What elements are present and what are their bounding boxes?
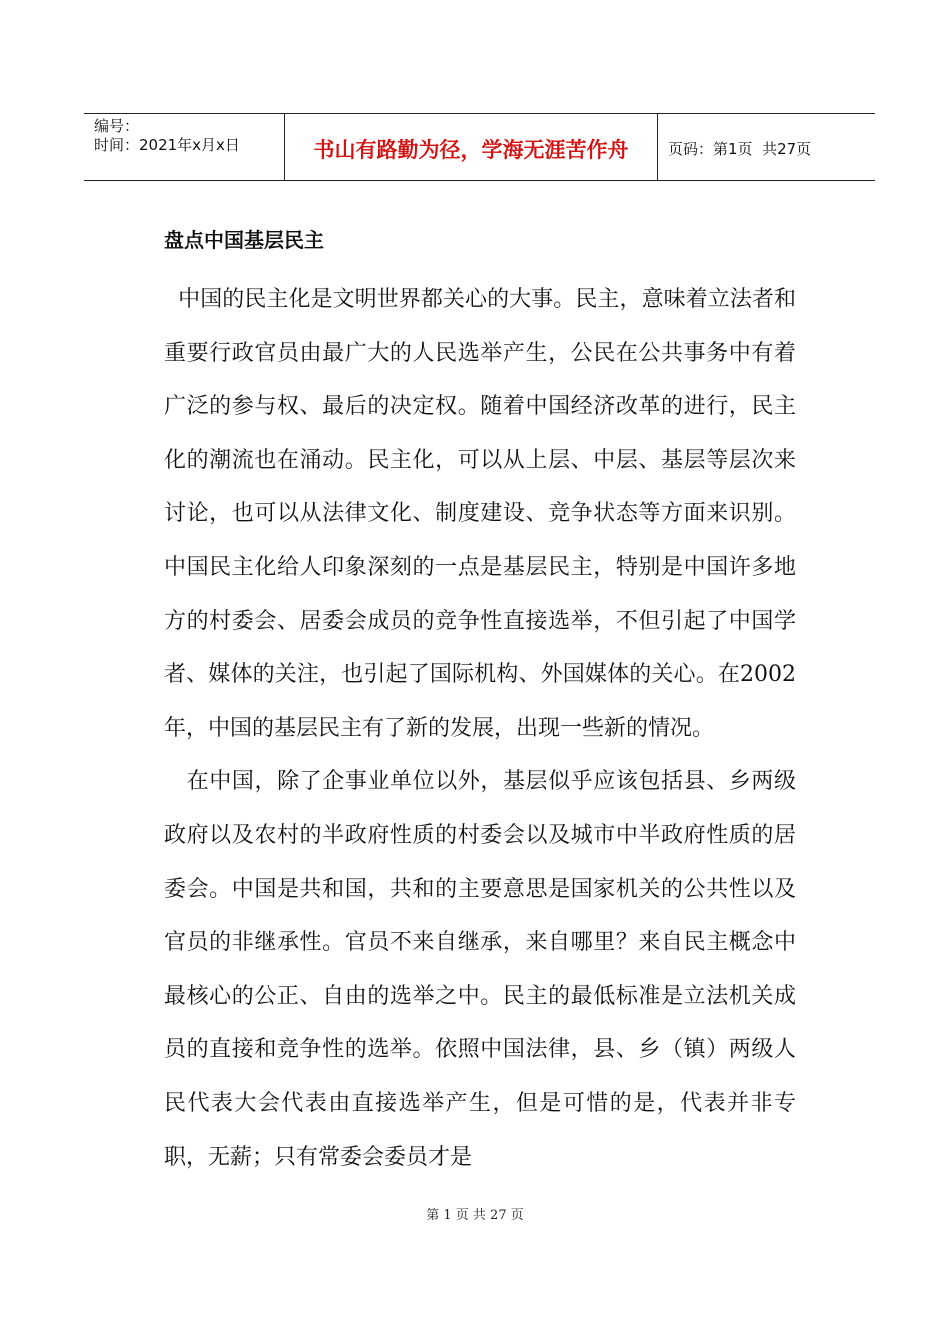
header-motto-cell [285,114,658,180]
page-footer [0,1207,950,1225]
header-page-info: 页码：第1页 共27页 [668,139,812,158]
body-paragraph: 中国的民主化是文明世界都关心的大事。民主，意味着立法者和重要行政官员由最广大的人民选举产生，公民在公共事务中有着广泛的参与权、最后的决定权。随着中国经济改革的进行，民主化的潮流也在涌动。民主化，可以从上层、中层、基层等层次来讨论，也可以从法律文化、制度建设、竞争状态等方面来识别。中国民主化给人印象深刻的一点是基层民主，特别是中国许多地方的村委会、居委会成员的竞争性直接选举，不但引起了中国学者、媒体的关注，也引起了国际机构、外国媒体的关心。在2002年，中国的基层民主有了新的发展，出现一些新的情况。 [164,287,796,741]
body-paragraph: 在中国，除了企事业单位以外，基层似乎应该包括县、乡两级政府以及农村的半政府性质的村委会以及城市中半政府性质的居委会。中国是共和国，共和的主要意思是国家机关的公共性以及官员的非继承性。官员不来自继承，来自哪里？来自民主概念中最核心的公正、自由的选举之中。民主的最低标准是立法机关成员的直接和竞争性的选举。依照中国法律，县、乡（镇）两级人民代表大会代表由直接选举产生，但是可惜的是，代表并非专职，无薪；只有常委会委员才是 [164,769,796,1170]
document-time-label: 时间：2021年x月x日 [94,136,240,154]
header-page-cell [658,114,875,180]
header-table [84,113,875,181]
document-title: 盘点中国基层民主 [164,228,324,252]
document-number-label: 编号： [94,117,140,135]
document-body [164,273,796,1184]
header-motto: 书山有路勤为径，学海无涯苦作舟 [313,138,629,162]
footer-page-number: 第 1 页 共 27 页 [426,1208,524,1223]
header-meta-cell [84,114,285,180]
